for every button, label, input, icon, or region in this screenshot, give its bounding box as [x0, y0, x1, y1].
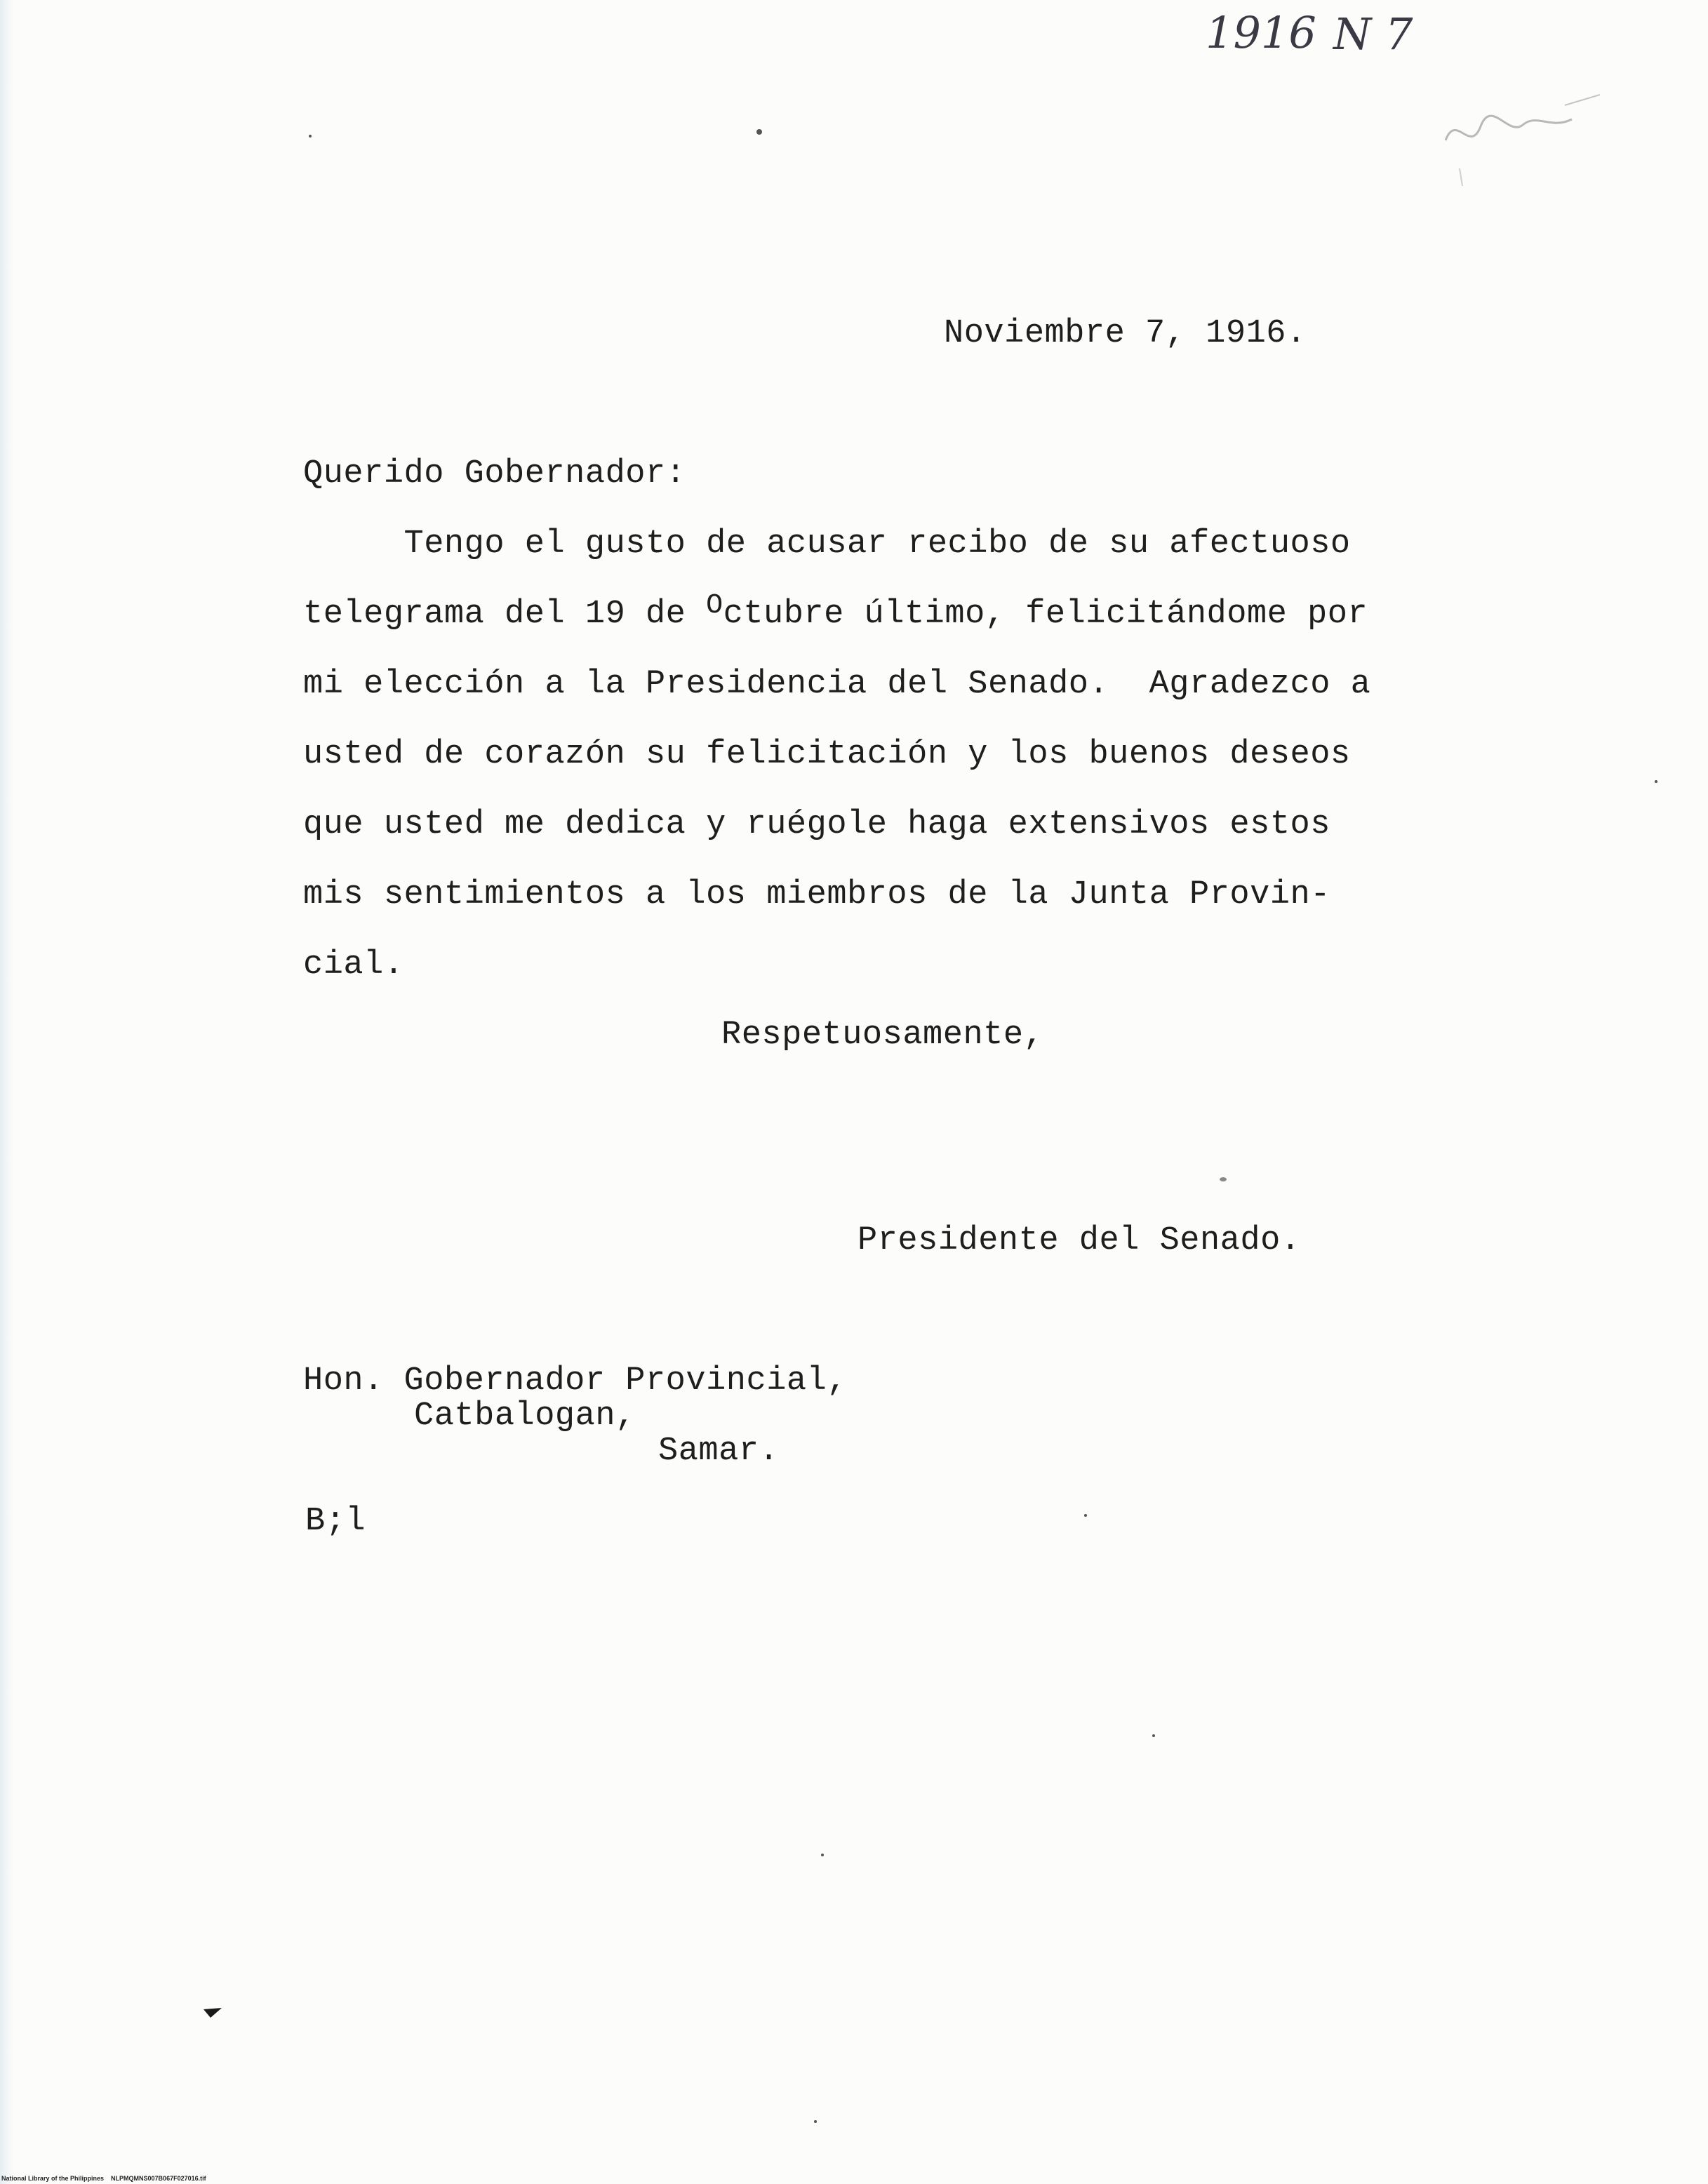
closing: Respetuosamente, — [721, 1017, 1044, 1054]
speck — [756, 129, 762, 135]
salutation: Querido Gobernador: — [303, 455, 686, 493]
speck — [814, 2120, 817, 2123]
addressee-line-1: Hon. Gobernador Provincial, — [303, 1362, 848, 1400]
body-line-7: cial. — [303, 946, 404, 984]
reference-initials: B;l — [305, 1503, 366, 1540]
body-line-3: mi elección a la Presidencia del Senado. Agradezco a — [303, 666, 1371, 703]
scan-edge — [0, 0, 13, 2184]
letter-date: Noviembre 7, 1916. — [944, 315, 1307, 352]
body-line-2 — [303, 590, 1368, 633]
body-line-2-end: ctubre último, felicitándome por — [723, 596, 1368, 633]
body-line-4: usted de corazón su felicitación y los buenos deseos — [303, 736, 1351, 773]
file-id: NLPMQMNS007B067F027016.tif — [111, 2175, 206, 2182]
body-line-5: que usted me dedica y ruégole haga extensivos estos — [303, 806, 1330, 843]
handwritten-year: 1916 — [1206, 7, 1316, 58]
speck — [1084, 1514, 1087, 1517]
corner-mark — [202, 2007, 223, 2021]
speck — [821, 1854, 824, 1856]
raised-letter: O — [706, 590, 723, 622]
addressee-line-3: Samar. — [658, 1433, 780, 1470]
addressee-line-2: Catbalogan, — [414, 1398, 636, 1435]
body-line-6: mis sentimientos a los miembros de la Junta Provin- — [303, 876, 1330, 913]
speck — [1152, 1734, 1155, 1737]
handwritten-number: N 7 — [1333, 8, 1413, 60]
speck — [1655, 780, 1657, 783]
body-line-2-start: telegrama del 19 de — [303, 596, 707, 633]
pencil-scribble — [1432, 63, 1614, 189]
archive-label: National Library of the Philippines — [1, 2175, 105, 2182]
body-line-1: Tengo el gusto de acusar recibo de su afectuoso — [303, 525, 1351, 563]
speck — [1220, 1177, 1227, 1181]
signature-title: Presidente del Senado. — [858, 1222, 1301, 1259]
scan-footer — [1, 2175, 206, 2182]
speck — [309, 135, 312, 138]
